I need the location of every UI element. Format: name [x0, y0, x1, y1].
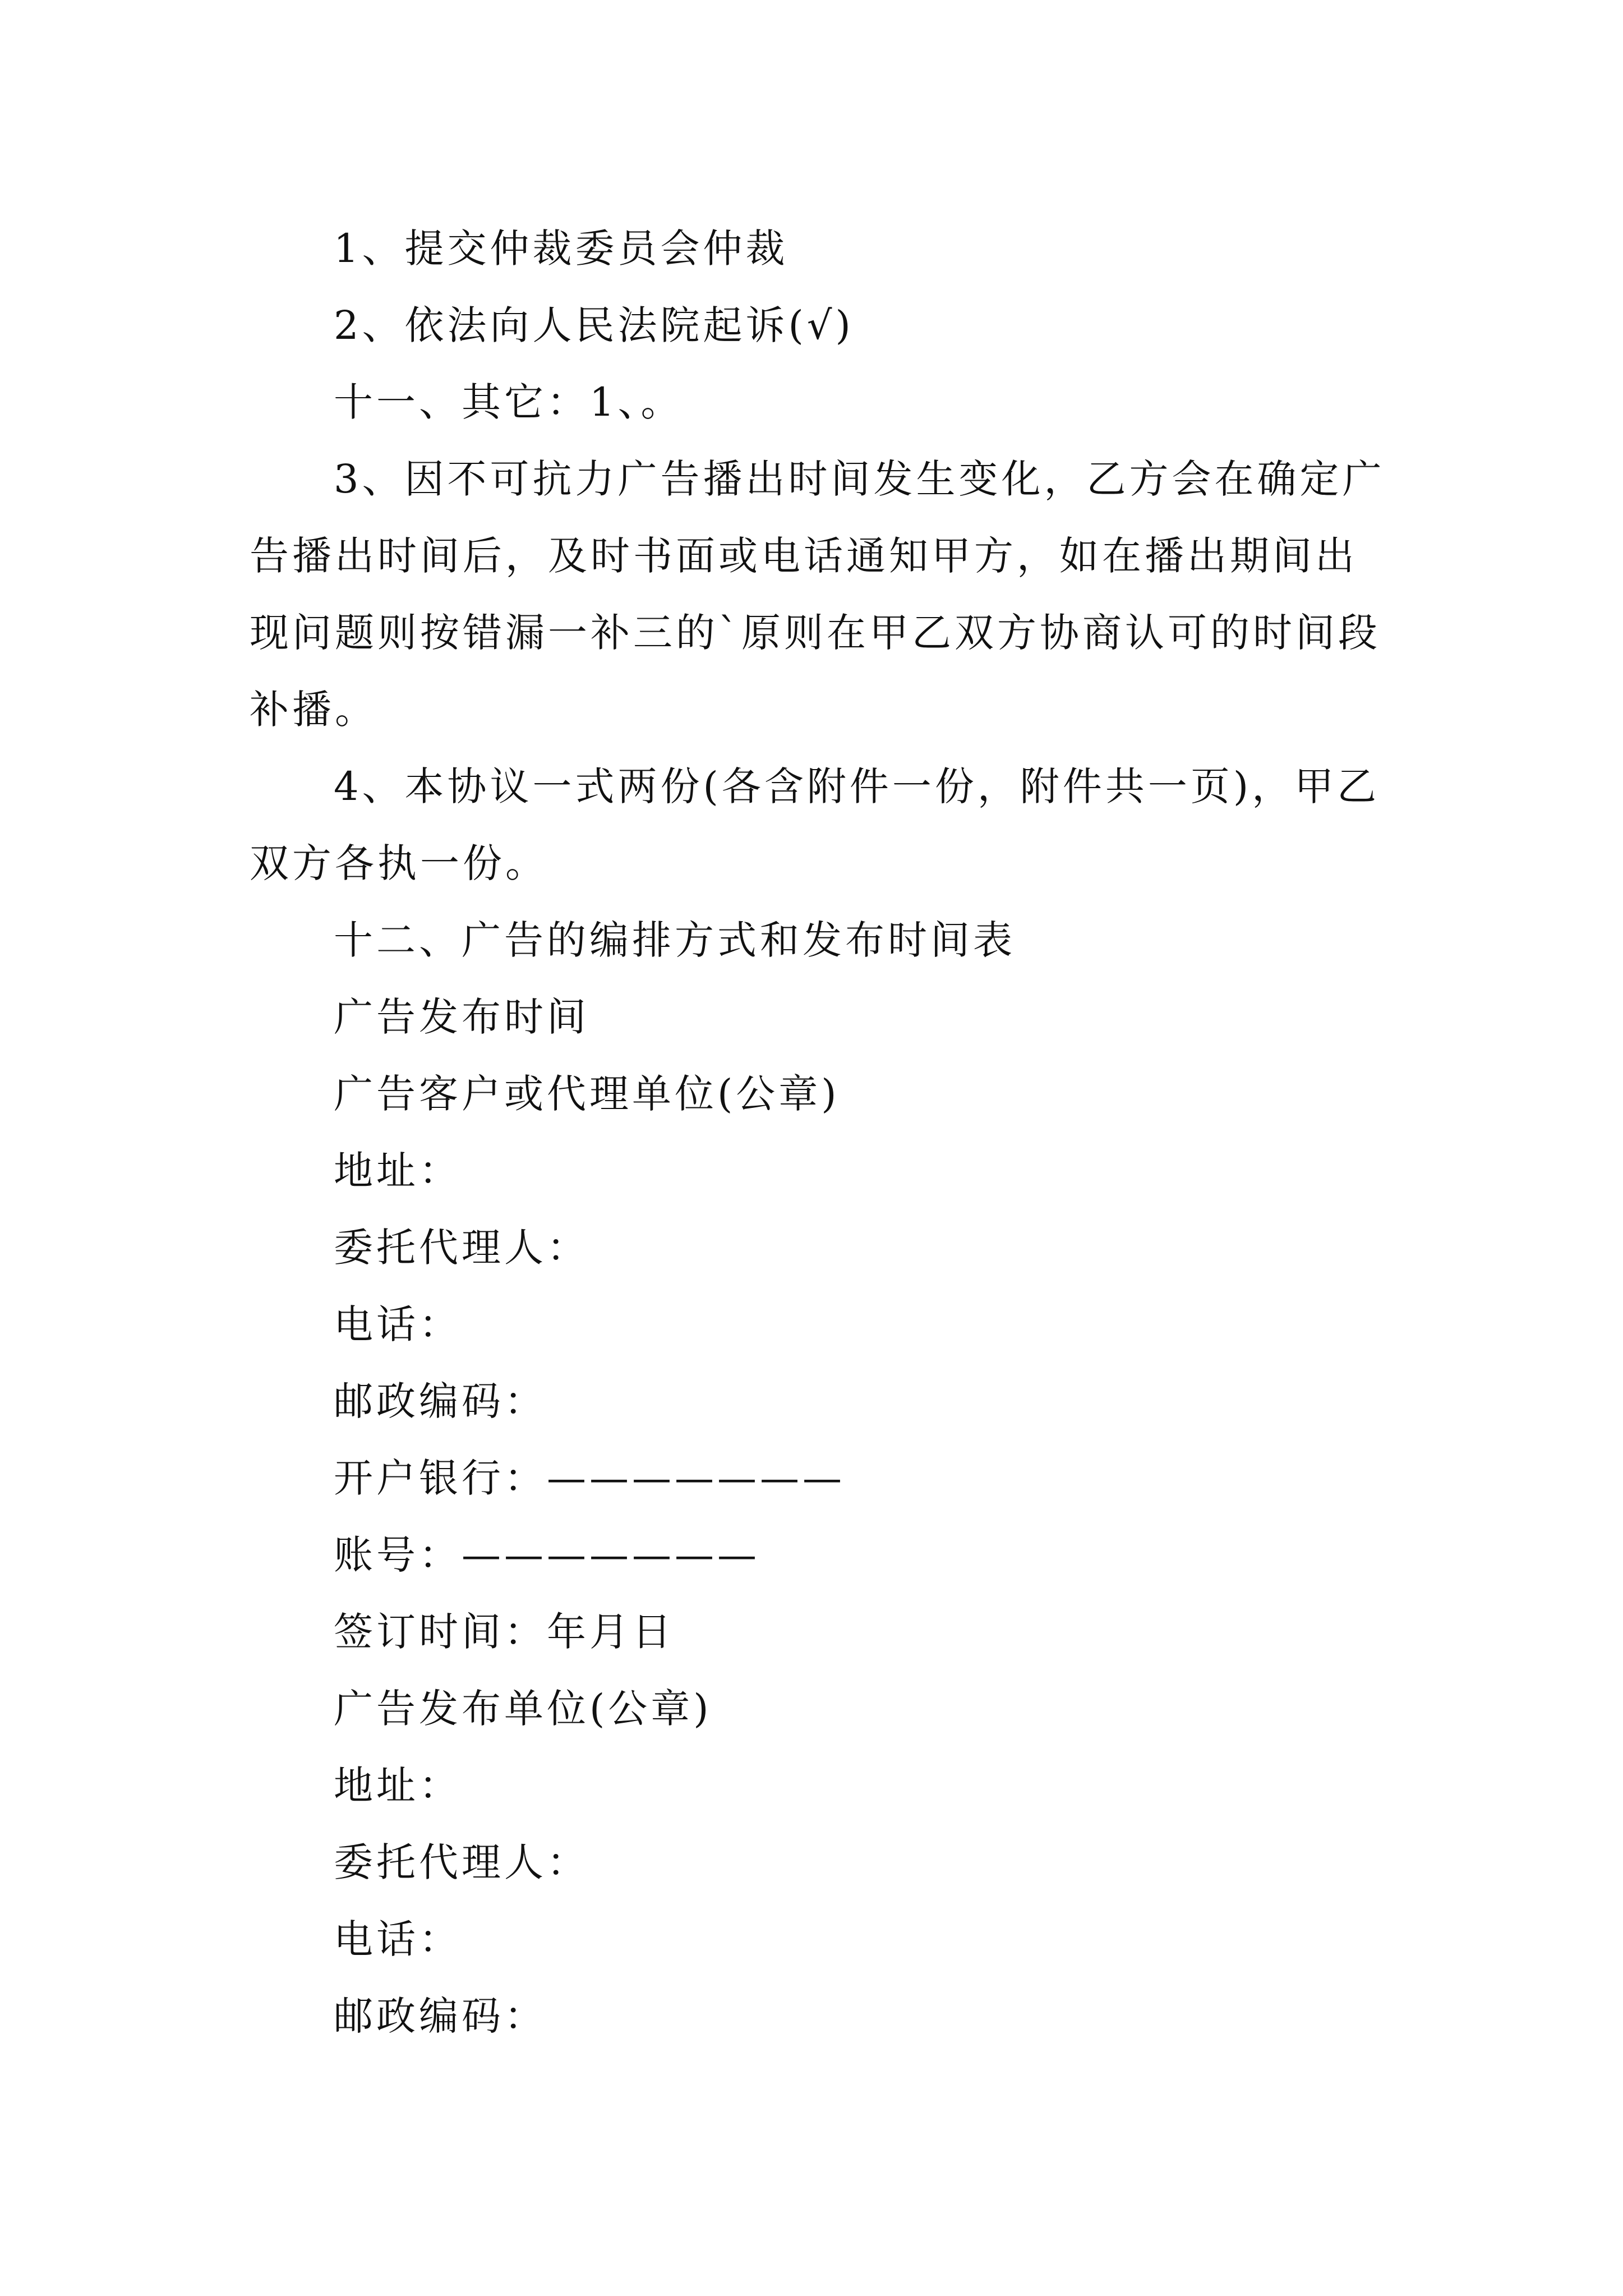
ad-publish-time-label: 广告发布时间: [334, 994, 589, 1040]
client-address-field: 地址：: [334, 1148, 462, 1194]
publisher-postcode-field: 邮政编码：: [334, 1993, 547, 2039]
section-eleven-heading: 十一、其它：1、。: [334, 379, 684, 425]
client-postcode-field: 邮政编码：: [334, 1378, 547, 1424]
clause-3-paragraph: 3、因不可抗力广告播出时间发生变化，乙方会在确定广告播出时间后，及时书面或电话通知甲方，如在播出期间出现问题则按错漏一补三的`原则在甲乙双方协商认可的时间段补播。: [250, 456, 1385, 733]
publisher-unit-label: 广告发布单位(公章): [334, 1686, 712, 1732]
client-phone-field: 电话：: [334, 1301, 462, 1347]
arbitration-option: 1、提交仲裁委员会仲裁: [334, 226, 789, 272]
account-field: 账号：———————: [334, 1532, 760, 1578]
publisher-agent-field: 委托代理人：: [334, 1839, 589, 1885]
clause-4-paragraph: 4、本协议一式两份(各含附件一份，附件共一页)，甲乙双方各执一份。: [250, 763, 1380, 886]
bank-field: 开户银行：———————: [334, 1455, 845, 1501]
lawsuit-option: 2、依法向人民法院起诉(√): [334, 302, 854, 348]
client-agent-field: 委托代理人：: [334, 1225, 589, 1271]
client-unit-label: 广告客户或代理单位(公章): [334, 1071, 840, 1117]
document-body: [250, 210, 1388, 2055]
publisher-address-field: 地址：: [334, 1763, 462, 1809]
publisher-phone-field: 电话：: [334, 1916, 462, 1962]
section-twelve-heading: 十二、广告的编排方式和发布时间表: [334, 917, 1016, 963]
signing-date-field: 签订时间：年月日: [334, 1609, 675, 1655]
